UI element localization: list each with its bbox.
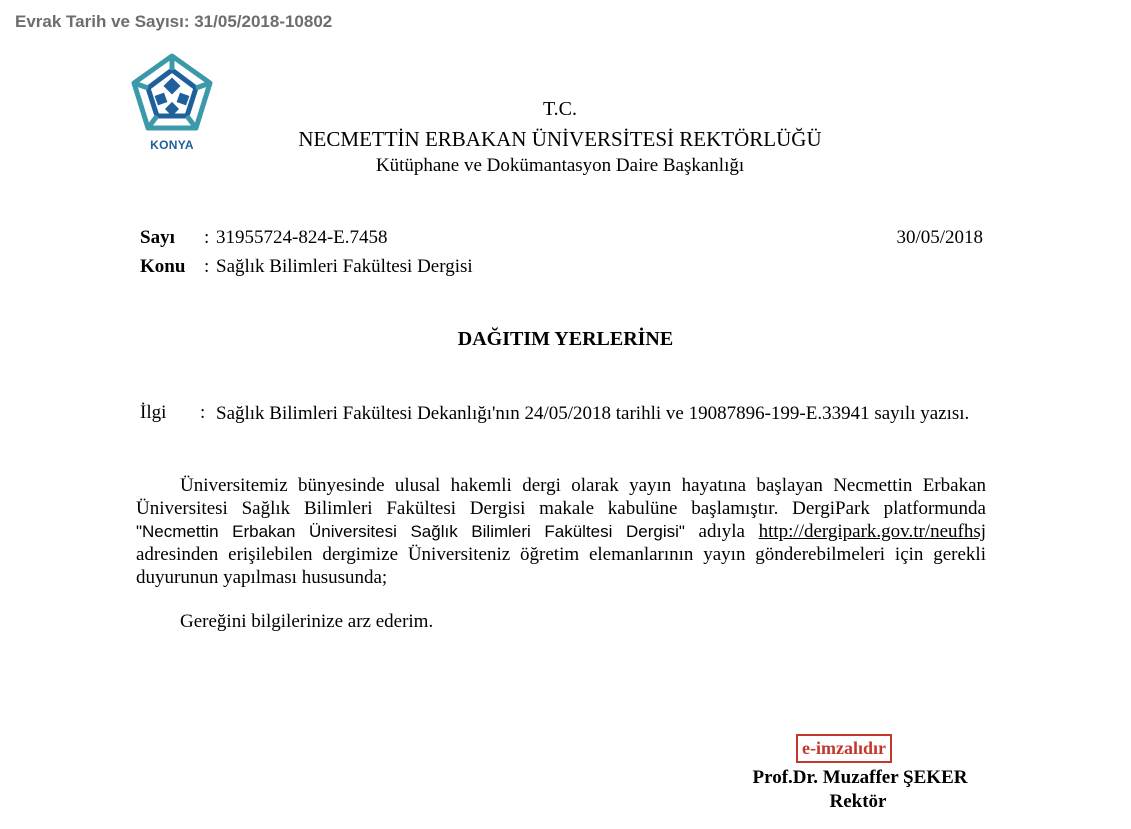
university-knot-logo-icon xyxy=(124,50,220,140)
header-tc: T.C. xyxy=(542,98,578,120)
ilgi-colon: : xyxy=(200,402,206,423)
distribution-title-text: DAĞITIM YERLERİNE xyxy=(457,328,674,350)
body-journal-name: "Necmettin Erbakan Üniversitesi Sağlık Bilimleri Fakültesi Dergisi" xyxy=(136,522,685,541)
closing-text: Gereğini bilgilerinize arz ederim. xyxy=(180,611,434,632)
sayi-label: Sayı xyxy=(140,227,175,248)
header-university: NECMETTİN ERBAKAN ÜNİVERSİTESİ REKTÖRLÜĞÜ xyxy=(298,127,822,151)
body-paragraph xyxy=(136,474,986,589)
document-stamp: Evrak Tarih ve Sayısı: 31/05/2018-10802 xyxy=(15,12,333,31)
university-logo xyxy=(124,50,220,158)
sayi-colon: : xyxy=(204,227,210,248)
signer-name: Prof.Dr. Muzaffer ŞEKER xyxy=(752,767,968,788)
konu-label: Konu xyxy=(140,256,186,277)
body-part1: Üniversitemiz bünyesinde ulusal hakemli dergi olarak yayın hayatına başlayan Necmettin Erbakan Üniversitesi Sağlık Bilimleri Fakültesi Dergisi makale kabulüne başlamıştır. DergiPark platformunda xyxy=(136,475,986,519)
journal-link[interactable]: http://dergipark.gov.tr/neufhsj xyxy=(758,521,987,542)
ilgi-label: İlgi xyxy=(140,402,167,423)
body-part4: adresinden erişilebilen dergimize Üniversiteniz öğretim elemanlarının yayın gönderebilmeleri için gerekli duyurunun yapılması hususunda; xyxy=(136,544,986,588)
konu-colon: : xyxy=(204,256,210,277)
e-signature-badge: e-imzalıdır xyxy=(796,734,892,763)
header-department: Kütüphane ve Dokümantasyon Daire Başkanlığı xyxy=(375,155,745,176)
ilgi-text: Sağlık Bilimleri Fakültesi Dekanlığı'nın 24/05/2018 tarihli ve 19087896-199-E.33941 sayılı yazısı. xyxy=(216,403,970,424)
signer-title: Rektör xyxy=(829,791,887,812)
distribution-title xyxy=(0,328,1131,351)
document-date: 30/05/2018 xyxy=(896,227,983,248)
body-part3: adıyla xyxy=(698,521,745,542)
sayi-value: 31955724-824-E.7458 xyxy=(216,227,388,248)
konu-value: Sağlık Bilimleri Fakültesi Dergisi xyxy=(216,256,473,277)
logo-text: KONYA xyxy=(150,138,194,152)
